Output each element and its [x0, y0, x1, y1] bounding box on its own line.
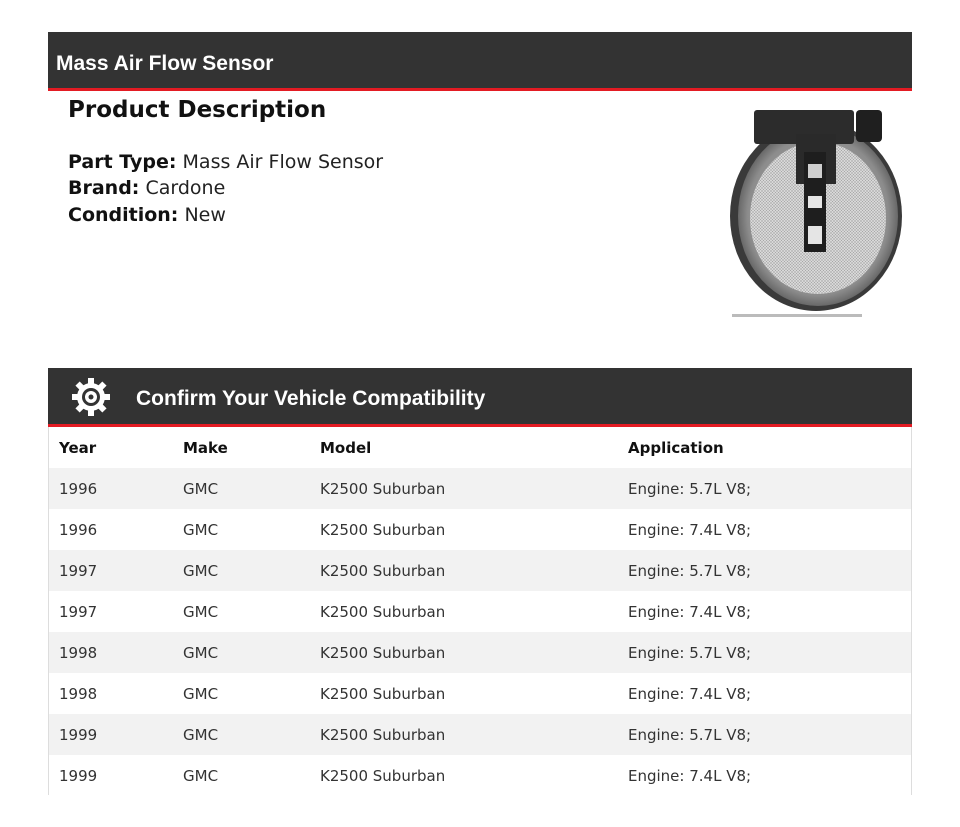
cell-make: GMC	[173, 468, 310, 509]
spec-label: Condition:	[68, 204, 179, 226]
cell-application: Engine: 5.7L V8;	[618, 714, 911, 755]
table-row	[49, 632, 911, 673]
cell-model: K2500 Suburban	[310, 509, 618, 550]
spec-part-type	[68, 151, 383, 173]
table-row	[49, 550, 911, 591]
cell-make: GMC	[173, 550, 310, 591]
cell-year: 1998	[49, 673, 173, 714]
table-row	[49, 755, 911, 796]
spec-value: New	[184, 204, 226, 226]
cell-model: K2500 Suburban	[310, 550, 618, 591]
table-row	[49, 468, 911, 509]
column-header-make: Make	[173, 427, 310, 468]
spec-value: Cardone	[145, 177, 226, 199]
column-header-model: Model	[310, 427, 618, 468]
cell-model: K2500 Suburban	[310, 673, 618, 714]
table-row	[49, 509, 911, 550]
cell-model: K2500 Suburban	[310, 632, 618, 673]
spec-label: Brand:	[68, 177, 140, 199]
cell-make: GMC	[173, 673, 310, 714]
cell-make: GMC	[173, 632, 310, 673]
cell-application: Engine: 5.7L V8;	[618, 632, 911, 673]
cell-year: 1997	[49, 550, 173, 591]
spec-label: Part Type:	[68, 151, 177, 173]
cell-application: Engine: 5.7L V8;	[618, 550, 911, 591]
cell-year: 1998	[49, 632, 173, 673]
cell-application: Engine: 7.4L V8;	[618, 509, 911, 550]
spec-condition	[68, 204, 226, 226]
compatibility-banner	[48, 368, 912, 427]
cell-year: 1996	[49, 468, 173, 509]
cell-model: K2500 Suburban	[310, 591, 618, 632]
table-row	[49, 591, 911, 632]
mass-air-flow-sensor-photo	[726, 104, 906, 328]
table-row	[49, 714, 911, 755]
product-title-banner	[48, 32, 912, 91]
table-header-row	[49, 427, 911, 468]
cell-application: Engine: 7.4L V8;	[618, 591, 911, 632]
compatibility-table	[48, 427, 912, 795]
cell-application: Engine: 5.7L V8;	[618, 468, 911, 509]
description-heading: Product Description	[68, 97, 327, 123]
column-header-year: Year	[49, 427, 173, 468]
cell-model: K2500 Suburban	[310, 755, 618, 796]
cell-year: 1999	[49, 714, 173, 755]
cell-model: K2500 Suburban	[310, 714, 618, 755]
cell-application: Engine: 7.4L V8;	[618, 673, 911, 714]
product-title: Mass Air Flow Sensor	[56, 52, 274, 75]
spec-brand	[68, 177, 225, 199]
cell-year: 1997	[49, 591, 173, 632]
cell-make: GMC	[173, 509, 310, 550]
cell-model: K2500 Suburban	[310, 468, 618, 509]
cell-year: 1999	[49, 755, 173, 796]
cell-make: GMC	[173, 714, 310, 755]
table-row	[49, 673, 911, 714]
cell-make: GMC	[173, 755, 310, 796]
gear-icon	[70, 376, 112, 418]
column-header-application: Application	[618, 427, 911, 468]
cell-make: GMC	[173, 591, 310, 632]
cell-application: Engine: 7.4L V8;	[618, 755, 911, 796]
compatibility-title: Confirm Your Vehicle Compatibility	[136, 387, 486, 410]
cell-year: 1996	[49, 509, 173, 550]
spec-value: Mass Air Flow Sensor	[182, 151, 384, 173]
